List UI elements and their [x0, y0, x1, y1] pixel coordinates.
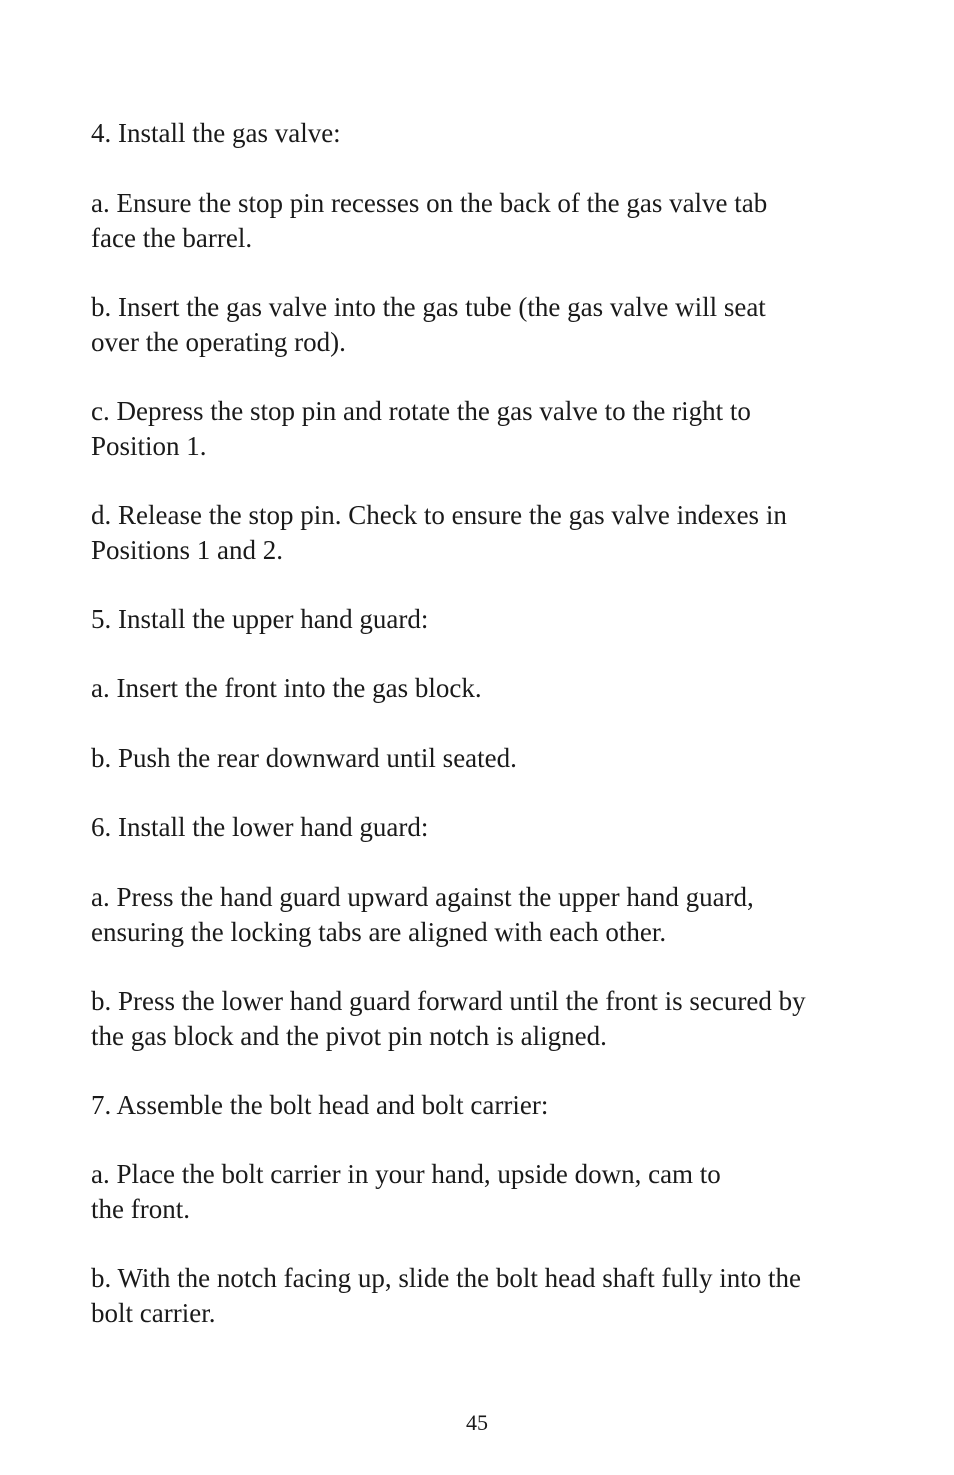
- text-line: c. Depress the stop pin and rotate the gas valve to the right to: [91, 396, 751, 426]
- step-6-heading: [91, 810, 881, 845]
- text-line: a. Press the hand guard upward against the upper hand guard,: [91, 882, 754, 912]
- text-line: a. Place the bolt carrier in your hand, upside down, cam to: [91, 1159, 721, 1189]
- step-7a: [91, 1157, 881, 1227]
- text-line: 4. Install the gas valve:: [91, 118, 341, 148]
- text-line: the gas block and the pivot pin notch is aligned.: [91, 1021, 607, 1051]
- text-line: 6. Install the lower hand guard:: [91, 812, 429, 842]
- page-number: 45: [466, 1410, 488, 1435]
- text-line: ensuring the locking tabs are aligned with each other.: [91, 917, 667, 947]
- text-line: d. Release the stop pin. Check to ensure the gas valve indexes in: [91, 500, 787, 530]
- text-line: a. Insert the front into the gas block.: [91, 673, 482, 703]
- step-4d: [91, 498, 881, 568]
- step-7-heading: [91, 1088, 881, 1123]
- step-5-heading: [91, 602, 881, 637]
- step-6a: [91, 880, 881, 950]
- step-5a: [91, 671, 881, 706]
- text-line: bolt carrier.: [91, 1298, 216, 1328]
- text-line: b. Press the lower hand guard forward until the front is secured by: [91, 986, 806, 1016]
- step-6b: [91, 984, 881, 1054]
- text-line: b. With the notch facing up, slide the bolt head shaft fully into the: [91, 1263, 802, 1293]
- text-line: face the barrel.: [91, 223, 253, 253]
- step-7b: [91, 1261, 881, 1331]
- text-line: 7. Assemble the bolt head and bolt carrier:: [91, 1090, 549, 1120]
- step-5b: [91, 741, 881, 776]
- text-line: Position 1.: [91, 431, 207, 461]
- text-line: over the operating rod).: [91, 327, 346, 357]
- step-4c: [91, 394, 881, 464]
- text-line: Positions 1 and 2.: [91, 535, 284, 565]
- step-4b: [91, 290, 881, 360]
- text-line: a. Ensure the stop pin recesses on the back of the gas valve tab: [91, 188, 768, 218]
- text-line: b. Insert the gas valve into the gas tube (the gas valve will seat: [91, 292, 766, 322]
- step-4a: [91, 186, 881, 256]
- text-line: b. Push the rear downward until seated.: [91, 743, 517, 773]
- text-line: 5. Install the upper hand guard:: [91, 604, 429, 634]
- step-4-heading: [91, 116, 881, 151]
- text-line: the front.: [91, 1194, 190, 1224]
